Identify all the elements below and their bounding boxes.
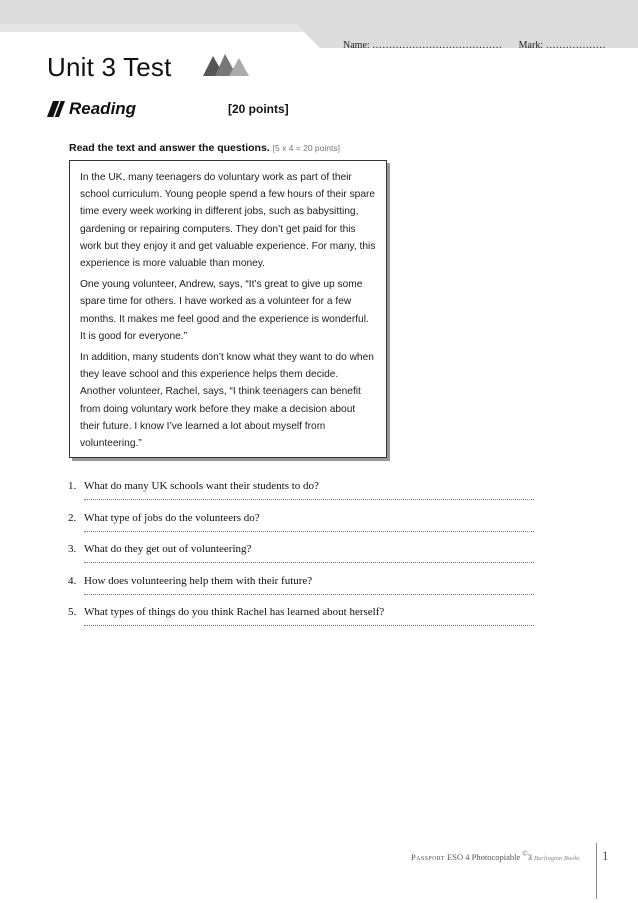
instruction-text: Read the text and answer the questions. bbox=[69, 142, 270, 154]
question-text: What do many UK schools want their students to do? bbox=[84, 480, 319, 492]
section-title: Reading bbox=[69, 99, 137, 118]
question-number: 1. bbox=[68, 480, 77, 492]
question-text: What types of things do you think Rachel has learned about herself? bbox=[84, 606, 385, 618]
reading-paragraph: One young volunteer, Andrew, says, “It’s great to give up some spare time for others. I have worked as a volunteer for a few months. It makes me feel good and the experience is wonderful. It is good for everyone.” bbox=[80, 279, 369, 342]
answer-line[interactable] bbox=[84, 499, 534, 500]
answer-line[interactable] bbox=[84, 531, 534, 532]
instruction bbox=[69, 142, 340, 154]
question-list bbox=[68, 480, 534, 638]
reading-paragraph: In addition, many students don’t know what they want to do when they leave school and this experience helps them decide. Another volunteer, Rachel, says, “I think teenagers can benefit from doing voluntary work before they make a decision about their future. I know I’ve learned a lot about myself from volunteering.” bbox=[80, 352, 374, 450]
question-number: 5. bbox=[68, 606, 77, 618]
question-text: What type of jobs do the volunteers do? bbox=[84, 511, 260, 524]
question-item bbox=[68, 575, 534, 607]
question-text: How does volunteering help them with their future? bbox=[84, 574, 313, 587]
copyright-icon: © bbox=[522, 850, 528, 858]
footer-publisher: Burlington Books bbox=[534, 854, 580, 862]
section-header bbox=[47, 99, 347, 119]
section-points: [20 points] bbox=[228, 102, 289, 116]
page-number: 1 bbox=[602, 848, 609, 863]
question-item bbox=[68, 512, 534, 544]
instruction-points: [5 x 4 = 20 points] bbox=[272, 143, 340, 153]
question-number: 2. bbox=[68, 511, 77, 524]
answer-line[interactable] bbox=[84, 594, 534, 595]
mark-field[interactable]: Mark: ……………… bbox=[518, 40, 606, 51]
answer-line[interactable] bbox=[84, 562, 534, 563]
question-item bbox=[68, 480, 534, 512]
question-item bbox=[68, 543, 534, 575]
question-text: What do they get out of volunteering? bbox=[84, 543, 252, 555]
reading-paragraph: In the UK, many teenagers do voluntary work as part of their school curriculum. Young people spend a few hours of their spare time every week working in different jobs, such as babysitting, gardening or repairing computers. They don’t get paid for this work but they enjoy it and get valuable experience. For many, this experience is more valuable than money. bbox=[80, 172, 376, 270]
footer-year: 3 bbox=[527, 851, 532, 862]
mountains-logo-icon bbox=[203, 52, 249, 83]
name-mark-fields bbox=[343, 40, 606, 51]
footer-level: ESO 4 Photocopiable bbox=[447, 851, 521, 862]
answer-line[interactable] bbox=[84, 625, 534, 626]
question-item bbox=[68, 606, 534, 638]
question-number: 3. bbox=[68, 543, 77, 555]
footer-divider bbox=[596, 843, 597, 899]
name-field[interactable]: Name: ………………………………… bbox=[343, 40, 503, 51]
pencil-stripes-icon bbox=[47, 101, 65, 122]
question-number: 4. bbox=[68, 574, 77, 587]
reading-text-box bbox=[69, 160, 387, 458]
footer bbox=[411, 850, 580, 862]
footer-brand: Passport bbox=[411, 851, 445, 862]
page-title: Unit 3 Test bbox=[47, 52, 172, 82]
